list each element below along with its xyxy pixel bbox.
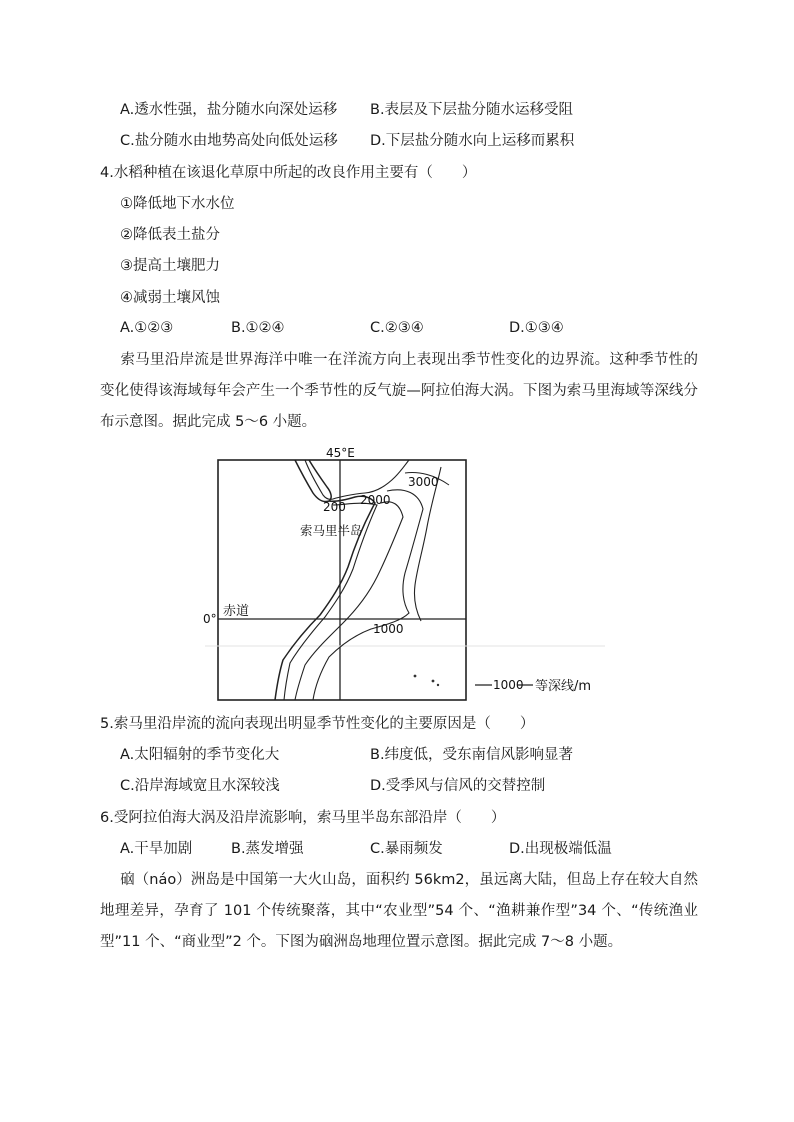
- peninsula-label: 索马里半岛: [300, 523, 363, 538]
- contour-3000: [414, 467, 441, 621]
- contour-2000: [313, 490, 423, 700]
- q4-option-b: B.①②④: [231, 320, 285, 336]
- island-dot: [414, 675, 417, 678]
- passage-somali-current: [100, 345, 698, 438]
- q4-item-3: ③提高土壤肥力: [120, 258, 220, 274]
- contour-label-200: 200: [323, 500, 346, 514]
- q3-option-b: B.表层及下层盐分随水运移受阻: [370, 102, 574, 118]
- q4-item-1: ①降低地下水水位: [120, 196, 235, 212]
- q5-option-d: D.受季风与信风的交替控制: [370, 778, 546, 794]
- contour-label-1000: 1000: [373, 622, 404, 636]
- passage-naozhou-text: 硇（náo）洲岛是中国第一大火山岛，面积约 56km2，虽远离大陆，但岛上存在较大自然地理差异，孕育了 101 个传统聚落，其中“农业型”54 个、“渔耕兼作型”34 个、“传统渔业型”11 个、“商业型”2 个。下图为硇洲岛地理位置示意图。据此完成 7～8 小题。: [100, 872, 698, 950]
- latitude-label: 0°: [203, 612, 217, 626]
- q4-item-2: ②降低表土盐分: [120, 227, 220, 243]
- q3-option-d: D.下层盐分随水向上运移而累积: [370, 133, 575, 149]
- legend-text: 等深线/m: [535, 679, 592, 694]
- passage-naozhou-island: [100, 865, 698, 958]
- somali-bathymetry-map: [205, 445, 605, 703]
- q5-option-b: B.纬度低，受东南信风影响显著: [370, 747, 574, 763]
- q4-option-d: D.①③④: [509, 320, 564, 336]
- q3-option-a: A.透水性强，盐分随水向深处运移: [120, 102, 338, 118]
- q4-option-a: A.①②③: [120, 320, 174, 336]
- q6-option-b: B.蒸发增强: [231, 841, 304, 857]
- q5-option-a: A.太阳辐射的季节变化大: [120, 747, 280, 763]
- q4-item-4: ④减弱土壤风蚀: [120, 290, 220, 306]
- q5-option-c: C.沿岸海域宽且水深较浅: [120, 778, 280, 794]
- contour-label-2000: 2000: [360, 493, 391, 507]
- gulf-of-aden-contour: [305, 460, 409, 499]
- q4-stem: 4.水稻种植在该退化草原中所起的改良作用主要有（ ）: [100, 165, 477, 181]
- q6-option-c: C.暴雨频发: [370, 841, 443, 857]
- q4-option-c: C.②③④: [370, 320, 424, 336]
- passage-somali-text: 索马里沿岸流是世界海洋中唯一在洋流方向上表现出季节性变化的边界流。这种季节性的变化使得该海域每年会产生一个季节性的反气旋—阿拉伯海大涡。下图为索马里海域等深线分布示意图。据此完成 5～6 小题。: [100, 352, 698, 430]
- island-dot: [437, 684, 439, 686]
- q6-stem: 6.受阿拉伯海大涡及沿岸流影响，索马里半岛东部沿岸（ ）: [100, 810, 506, 826]
- q3-option-c: C.盐分随水由地势高处向低处运移: [120, 133, 338, 149]
- island-dot: [432, 680, 435, 683]
- contour-label-3000: 3000: [408, 475, 439, 489]
- legend-contour-value: 1000: [493, 678, 524, 692]
- q5-stem: 5.索马里沿岸流的流向表现出明显季节性变化的主要原因是（ ）: [100, 716, 535, 732]
- q6-option-a: A.干旱加剧: [120, 841, 193, 857]
- q6-option-d: D.出现极端低温: [509, 841, 612, 857]
- equator-label: 赤道: [223, 604, 250, 619]
- longitude-label: 45°E: [326, 446, 355, 460]
